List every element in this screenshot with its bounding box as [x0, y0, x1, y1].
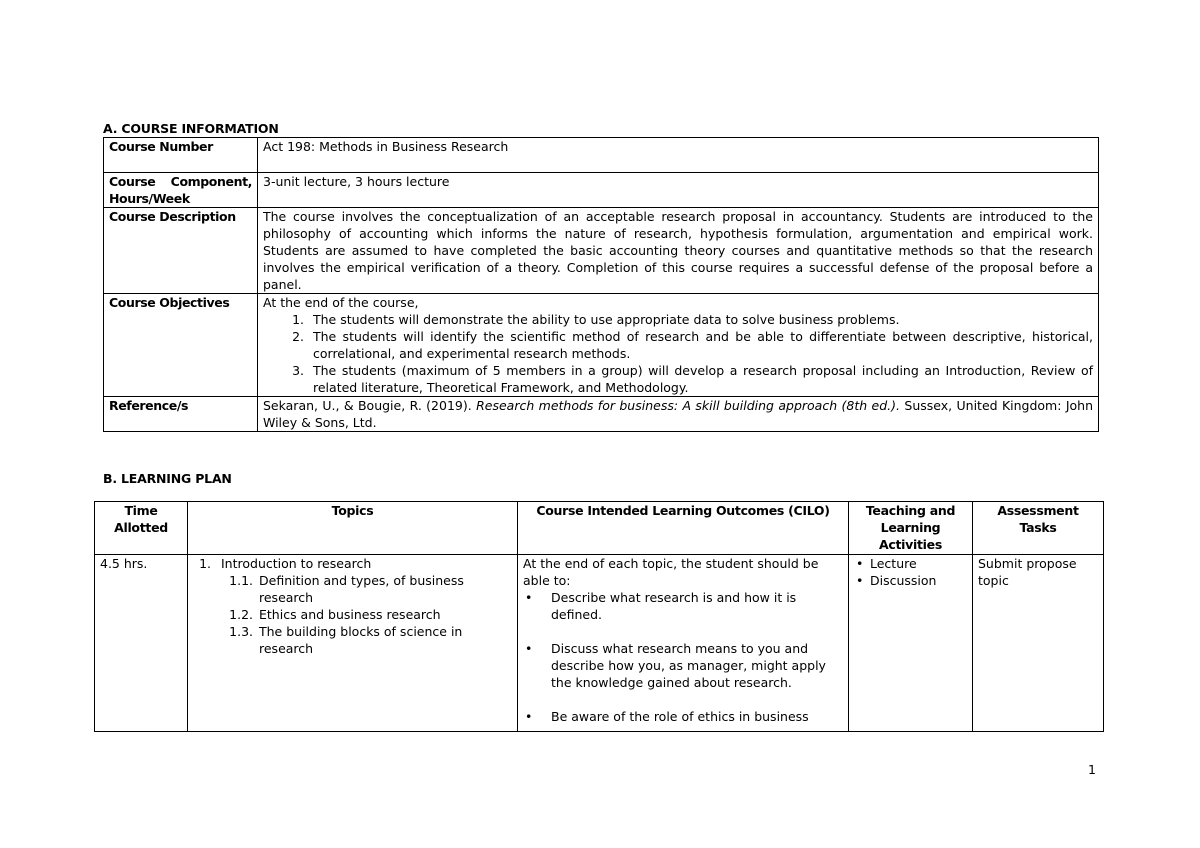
cilo-intro: At the end of each topic, the student should be able to: [523, 556, 819, 588]
objective-item [263, 362, 1093, 396]
course-number-label: Course Number [104, 138, 258, 173]
header-time-allotted: Time Allotted [95, 502, 188, 555]
tla-item [854, 572, 967, 589]
course-objectives-row [104, 294, 1099, 397]
header-topics: Topics [188, 502, 518, 555]
subtopic-number: 1.2. [229, 607, 253, 622]
reference-publisher: Sussex, United Kingdom: John Wiley & Sons, Ltd. [263, 398, 1094, 430]
learning-plan-table [94, 501, 1104, 732]
objective-item [263, 311, 1093, 328]
objective-text: The students (maximum of 5 members in a group) will develop a research proposal including an Introduction, Review of related literature, Theoretical Framework, and Methodology. [313, 363, 1093, 395]
objective-text: The students will demonstrate the ability to use appropriate data to solve business problems. [313, 312, 900, 327]
bullet-icon: • [856, 556, 864, 571]
reference-title: Research methods for business: A skill building approach (8th ed.). [476, 398, 901, 413]
references-label: Reference/s [104, 397, 258, 432]
tla-text: Discussion [870, 573, 937, 588]
course-description-value: The course involves the conceptualization of an acceptable research proposal in accountancy. Students are introduced to the philosophy of accounting which informs the nature of research, hypothesis formulation, argumentation and empirical work. Students are assumed to have completed the basic accounting theory courses and quantitative methods so that the research involves the empirical verification of a theory. Completion of this course requires a successful defense of the proposal before a panel. [258, 208, 1099, 294]
subtopic-item [193, 623, 512, 657]
bullet-icon: • [525, 709, 533, 724]
tla-item [854, 555, 967, 572]
course-information-table [103, 137, 1099, 432]
header-cilo: Course Intended Learning Outcomes (CILO) [518, 502, 849, 555]
course-objectives-label: Course Objectives [104, 294, 258, 397]
section-a-title: A. COURSE INFORMATION [103, 121, 279, 136]
reference-authors: Sekaran, U., & Bougie, R. (2019). [263, 398, 477, 413]
course-objectives-cell [258, 294, 1099, 397]
objective-number: 2. [292, 329, 304, 344]
subtopic-number: 1.3. [229, 624, 253, 639]
objectives-intro: At the end of the course, [263, 295, 419, 310]
course-number-value: Act 198: Methods in Business Research [258, 138, 1099, 173]
cilo-bullet-item [523, 640, 843, 691]
course-number-row [104, 138, 1099, 173]
objective-item [263, 328, 1093, 362]
references-value [258, 397, 1099, 432]
subtopic-item [193, 606, 512, 623]
references-row [104, 397, 1099, 432]
bullet-icon: • [856, 573, 864, 588]
cilo-bullet-text: Be aware of the role of ethics in business [551, 709, 809, 724]
time-allotted-cell: 4.5 hrs. [95, 555, 188, 732]
page-number: 1 [1088, 762, 1096, 777]
section-b-title: B. LEARNING PLAN [103, 471, 232, 486]
subtopic-text: Definition and types, of business research [259, 573, 464, 605]
objective-text: The students will identify the scientific method of research and be able to differentiate between descriptive, historical, correlational, and experimental research methods. [313, 329, 1093, 361]
cilo-cell [518, 555, 849, 732]
course-description-row [104, 208, 1099, 294]
subtopic-item [193, 572, 512, 606]
cilo-bullet-item [523, 708, 843, 725]
topics-cell [188, 555, 518, 732]
cilo-bullet-text: Discuss what research means to you and describe how you, as manager, might apply the knowledge gained about research. [551, 641, 826, 690]
assessment-tasks-cell: Submit propose topic [973, 555, 1104, 732]
topic-number: 1. [199, 556, 211, 571]
cilo-bullet-item [523, 589, 843, 623]
header-assessment-tasks: Assessment Tasks [973, 502, 1104, 555]
topic-main [193, 555, 512, 572]
objective-number: 1. [292, 312, 304, 327]
learning-plan-row [95, 555, 1104, 732]
course-description-label: Course Description [104, 208, 258, 294]
bullet-icon: • [525, 641, 533, 656]
teaching-learning-activities-cell [849, 555, 973, 732]
course-component-row [104, 173, 1099, 208]
bullet-icon: • [525, 590, 533, 605]
topic-text: Introduction to research [221, 556, 372, 571]
course-component-value: 3-unit lecture, 3 hours lecture [258, 173, 1099, 208]
course-component-label: Course Component, Hours/Week [104, 173, 258, 208]
subtopic-text: Ethics and business research [259, 607, 441, 622]
cilo-bullet-text: Describe what research is and how it is defined. [551, 590, 797, 622]
header-teaching-learning-activities: Teaching and Learning Activities [849, 502, 973, 555]
subtopic-number: 1.1. [229, 573, 253, 588]
tla-text: Lecture [870, 556, 917, 571]
learning-plan-header-row [95, 502, 1104, 555]
objective-number: 3. [292, 363, 304, 378]
subtopic-text: The building blocks of science in research [259, 624, 463, 656]
